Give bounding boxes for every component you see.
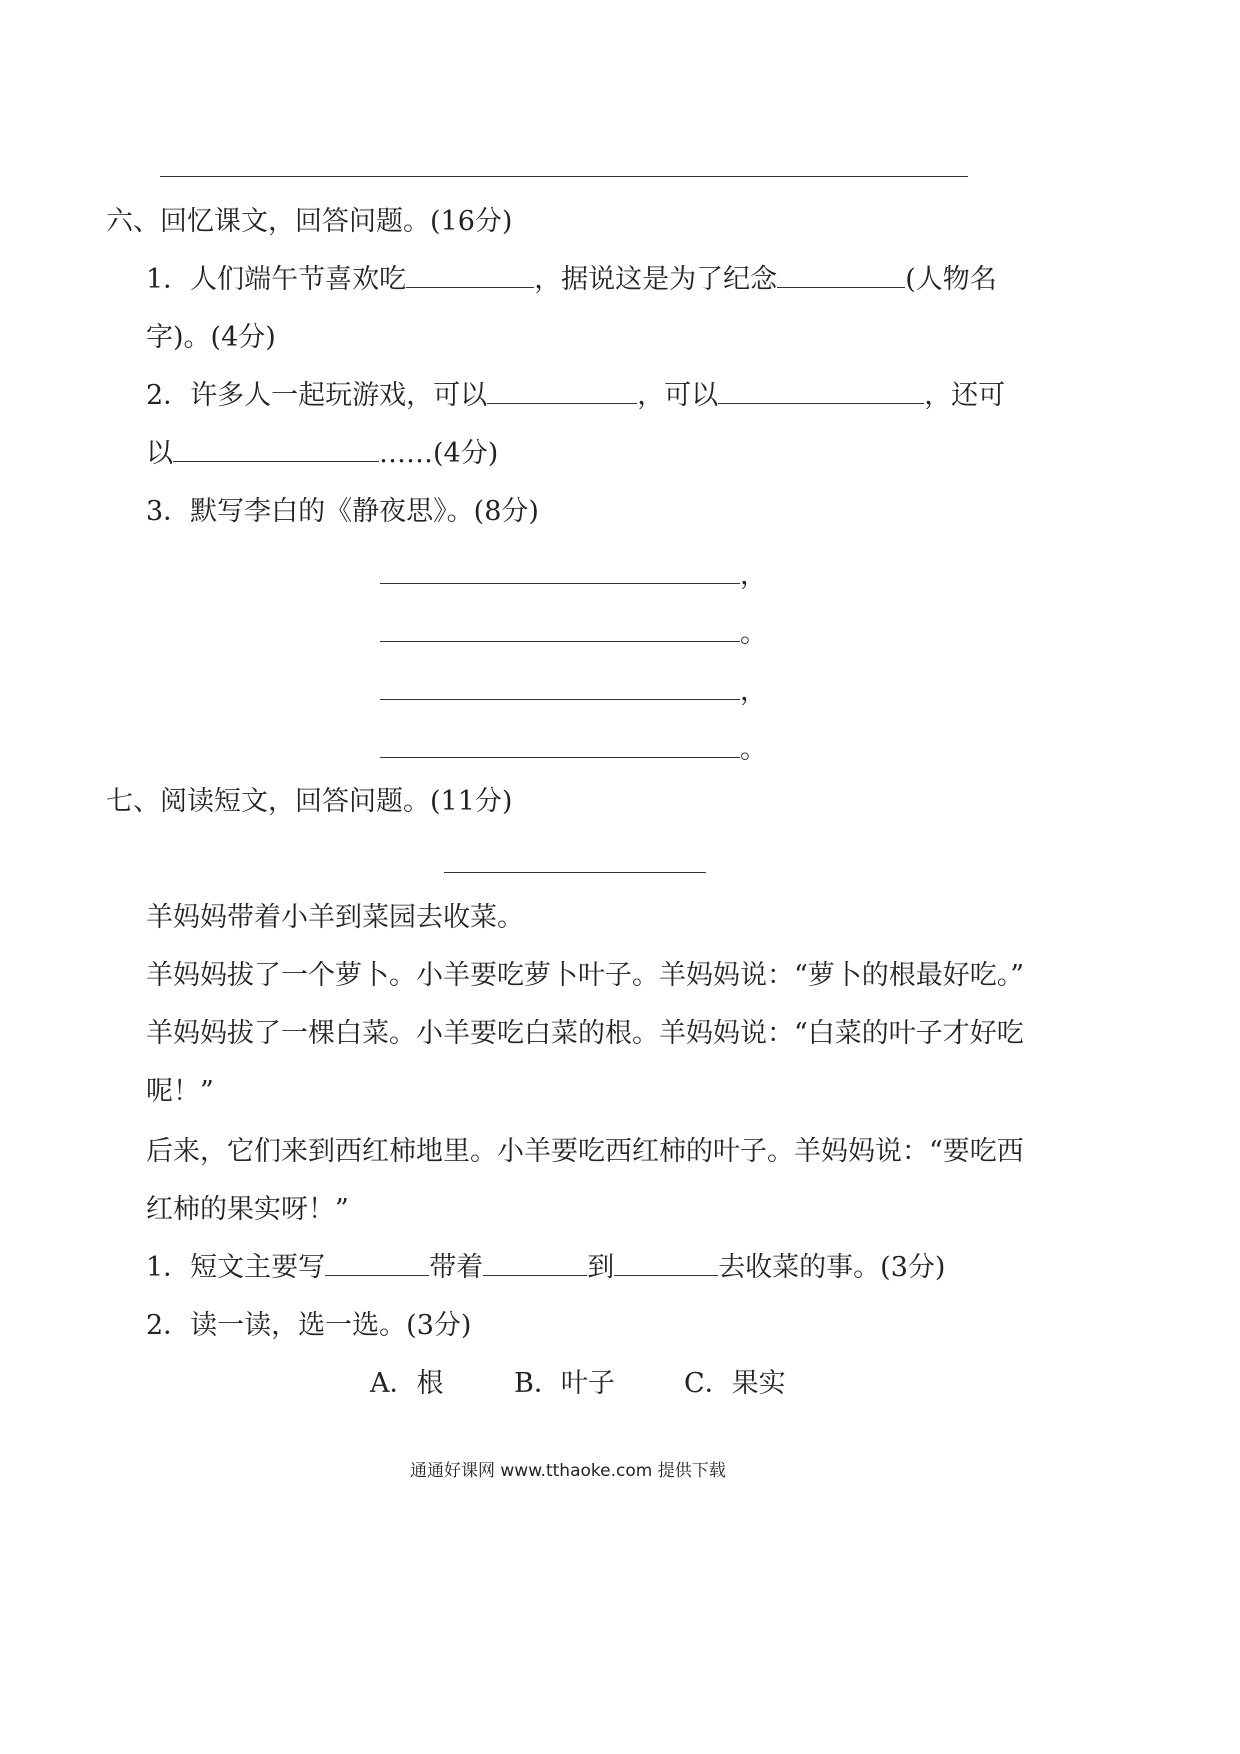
option-a[interactable]: A．根 bbox=[370, 1368, 444, 1399]
option-b[interactable]: B．叶子 bbox=[514, 1368, 615, 1399]
poem-line-4 bbox=[380, 730, 767, 770]
s6-question-3: 3．默写李白的《静夜思》。(8分) bbox=[146, 496, 539, 527]
s6-q1-text-a: 1．人们端午节喜欢吃 bbox=[146, 264, 407, 295]
s6-question-1-line-2: 字)。(4分) bbox=[146, 322, 276, 353]
s6-q2-blank-1[interactable] bbox=[487, 377, 637, 404]
poem-punct-4: 。 bbox=[740, 734, 767, 765]
poem-blank-1[interactable] bbox=[380, 557, 740, 584]
poem-punct-3: ， bbox=[740, 676, 767, 707]
s6-q2-text-d: 以 bbox=[146, 438, 173, 469]
s6-q2-text-a: 2．许多人一起玩游戏，可以 bbox=[146, 380, 488, 411]
s6-q2-text-e: ……(4分) bbox=[379, 438, 499, 469]
poem-blank-2[interactable] bbox=[380, 615, 740, 642]
s7-question-2: 2．读一读，选一选。(3分) bbox=[146, 1310, 472, 1341]
poem-line-2 bbox=[380, 614, 767, 654]
s6-q2-text-c: ，还可 bbox=[924, 380, 1006, 411]
s7-q1-blank-2[interactable] bbox=[483, 1249, 587, 1276]
title-blank-line[interactable] bbox=[444, 872, 706, 873]
s7-question-1 bbox=[146, 1248, 945, 1288]
s6-question-2-line-2 bbox=[146, 434, 498, 474]
s6-q2-blank-3[interactable] bbox=[173, 435, 379, 462]
answer-line-top[interactable] bbox=[160, 176, 968, 177]
poem-punct-1: ， bbox=[740, 560, 767, 591]
s7-q1-text-c: 到 bbox=[587, 1252, 615, 1283]
option-c[interactable]: C．果实 bbox=[684, 1368, 786, 1399]
s6-question-2-line-1 bbox=[146, 376, 1005, 416]
poem-punct-2: 。 bbox=[740, 618, 767, 649]
s6-q1-blank-person[interactable] bbox=[777, 261, 905, 288]
poem-blank-4[interactable] bbox=[380, 731, 740, 758]
passage-paragraph-2: 羊妈妈拔了一个萝卜。小羊要吃萝卜叶子。羊妈妈说：“萝卜的根最好吃。” bbox=[146, 960, 1025, 991]
passage-paragraph-3: 羊妈妈拔了一棵白菜。小羊要吃白菜的根。羊妈妈说：“白菜的叶子才好吃 bbox=[146, 1018, 1024, 1049]
poem-line-3 bbox=[380, 672, 767, 712]
section-6-heading: 六、回忆课文，回答问题。(16分) bbox=[106, 206, 513, 237]
s6-q1-blank-food[interactable] bbox=[406, 261, 534, 288]
s7-q1-text-d: 去收菜的事。(3分) bbox=[718, 1252, 946, 1283]
passage-paragraph-3-cont: 呢！” bbox=[146, 1076, 214, 1107]
s6-q1-text-c: (人物名 bbox=[905, 264, 997, 295]
passage-paragraph-4-cont: 红柿的果实呀！” bbox=[146, 1194, 349, 1225]
s6-q2-blank-2[interactable] bbox=[718, 377, 924, 404]
section-7-heading: 七、阅读短文，回答问题。(11分) bbox=[106, 786, 513, 817]
s6-q1-text-b: ，据说这是为了纪念 bbox=[534, 264, 778, 295]
s6-question-1-line-1 bbox=[146, 260, 997, 300]
s7-q1-text-a: 1．短文主要写 bbox=[146, 1252, 326, 1283]
passage-paragraph-4: 后来，它们来到西红柿地里。小羊要吃西红柿的叶子。羊妈妈说：“要吃西 bbox=[146, 1136, 1024, 1167]
s6-q2-text-b: ，可以 bbox=[637, 380, 719, 411]
poem-line-1 bbox=[380, 556, 767, 596]
s7-q1-text-b: 带着 bbox=[429, 1252, 484, 1283]
s7-q1-blank-3[interactable] bbox=[614, 1249, 718, 1276]
s7-q1-blank-1[interactable] bbox=[325, 1249, 429, 1276]
passage-paragraph-1: 羊妈妈带着小羊到菜园去收菜。 bbox=[146, 902, 524, 933]
poem-blank-3[interactable] bbox=[380, 673, 740, 700]
footer-watermark: 通通好课网 www.tthaoke.com 提供下载 bbox=[410, 1461, 726, 1481]
